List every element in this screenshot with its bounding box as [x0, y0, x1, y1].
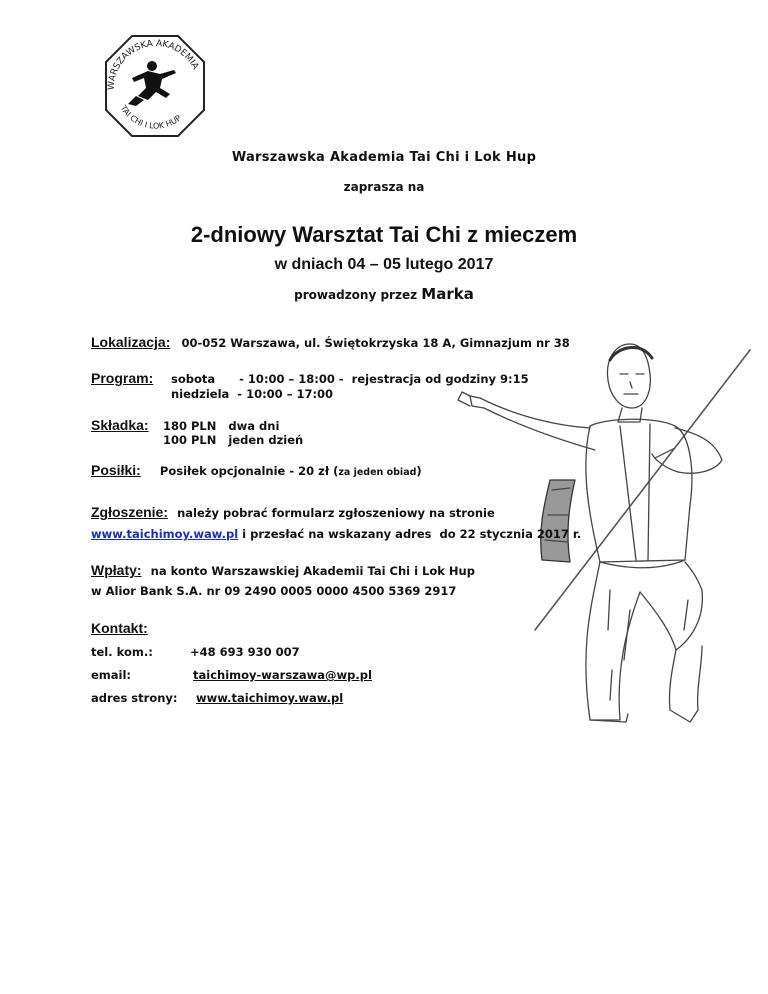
workshop-dates: w dniach 04 – 05 lutego 2017: [274, 256, 494, 273]
contact-phone-label: tel. kom.:: [91, 645, 153, 659]
email-link[interactable]: taichimoy-warszawa@wp.pl: [193, 668, 372, 682]
academy-logo: [100, 30, 210, 142]
invite-text: zaprasza na: [343, 180, 425, 194]
contact-email-link: [193, 668, 372, 682]
workshop-leader: [0, 285, 768, 303]
tai-chi-figure-icon: [128, 61, 176, 106]
contact-site-label: adres strony:: [91, 691, 178, 705]
location-section: [91, 332, 570, 351]
leader-prefix: prowadzony przez: [294, 288, 418, 302]
site-link[interactable]: www.taichimoy.waw.pl: [196, 691, 344, 705]
logo-arc-bottom: TAI CHI I LOK HUP: [118, 103, 183, 131]
program-label: Program:: [91, 370, 154, 386]
contact-label: Kontakt:: [91, 620, 148, 636]
registration-line-1: należy pobrać formularz zgłoszeniowy na stronie: [177, 506, 495, 520]
meals-label: Posiłki:: [91, 462, 141, 478]
program-line-sunday: niedziela - 10:00 – 17:00: [171, 387, 334, 401]
registration-website-link[interactable]: www.taichimoy.waw.pl: [91, 527, 239, 541]
meals-close: ): [416, 464, 422, 478]
workshop-title: 2-dniowy Warsztat Tai Chi z mieczem: [190, 222, 578, 247]
registration-label: Zgłoszenie:: [91, 504, 169, 520]
contact-phone: +48 693 930 007: [190, 645, 300, 659]
payments-section: [91, 560, 475, 579]
payments-line-1: na konto Warszawskiej Akademii Tai Chi i Lok Hup: [150, 564, 475, 578]
registration-line-2: [91, 527, 581, 541]
organization-name: Warszawska Akademia Tai Chi i Lok Hup: [231, 150, 537, 165]
payments-label: Wpłaty:: [91, 562, 142, 578]
registration-deadline: i przesłać na wskazany adres do 22 stycznia 2017 r.: [238, 527, 582, 541]
meals-section: [91, 460, 422, 479]
program-line-saturday: sobota - 10:00 – 18:00 - rejestracja od godziny 9:15: [171, 372, 529, 386]
contact-email-label: email:: [91, 668, 132, 682]
payments-line-2: w Alior Bank S.A. nr 09 2490 0005 0000 4500 5369 2917: [91, 584, 457, 598]
logo-arc-top: WARSZAWSKA AKADEMIA: [106, 38, 201, 91]
location-label: Lokalizacja:: [91, 334, 171, 350]
meals-value: Posiłek opcjonalnie - 20 zł (: [159, 464, 339, 478]
contact-site-link: [196, 691, 343, 705]
fee-one-day: 100 PLN jeden dzień: [163, 433, 304, 447]
fee-label: Składka:: [91, 417, 149, 433]
registration-section: [91, 502, 495, 521]
fee-two-days: 180 PLN dwa dni: [163, 419, 280, 433]
meals-note: za jeden obiad: [338, 467, 417, 478]
location-value: 00-052 Warszawa, ul. Świętokrzyska 18 A, Gimnazjum nr 38: [181, 336, 570, 350]
leader-name: Marka: [421, 285, 474, 303]
svg-text:TAI CHI I LOK HUP: [118, 103, 183, 131]
